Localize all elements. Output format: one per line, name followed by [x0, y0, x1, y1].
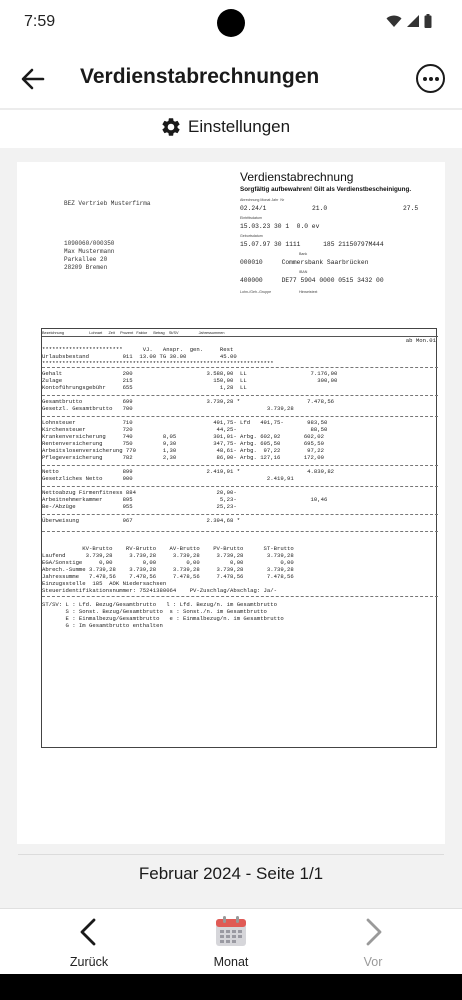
table-row: G : Im Gesamtbrutto enthalten: [42, 622, 163, 629]
nav-back-button[interactable]: [14, 909, 164, 975]
table-row: Abrech.-Summe 3.739,28 3.739,28 3.739,28 3.739,28 3.739,28: [42, 566, 294, 573]
table-row: Netto 899 2.419,91 * 4.839,82: [42, 468, 335, 475]
table-separator: [42, 486, 438, 487]
signal-icon: [406, 14, 420, 28]
iban-label: IBAN: [299, 270, 308, 274]
table-separator: [42, 596, 438, 597]
nav-next-button[interactable]: [298, 909, 448, 975]
table-row: ST/SV: L : Lfd. Bezug/Gesamtbrutto l : Lfd. Bezug/n. im Gesamtbrutto: [42, 601, 277, 608]
system-nav-bar: [0, 974, 462, 1000]
page-title: Verdienstabrechnungen: [80, 65, 320, 88]
wifi-icon: [386, 14, 402, 28]
employee-street: Parkallee 20: [64, 256, 108, 263]
table-row: E : Einmalbezug/Gesamtbrutto e : Einmalbezug/n. im Gesamtbrutto: [42, 615, 284, 622]
nav-next-label: Vor: [363, 955, 383, 969]
gear-icon: [160, 116, 182, 138]
period-value: 02.24/1: [240, 205, 267, 212]
doc-header-subtitle: Sorgfältig aufbewahren! Gilt als Verdienstbescheinigung.: [240, 186, 412, 193]
settings-label: Einstellungen: [188, 117, 291, 136]
settings-button[interactable]: [160, 116, 290, 138]
table-row: Lohnsteuer 710 491,75- Lfd 491,75- 983,50: [42, 419, 328, 426]
table-row: EGA/Sonstige 0,00 0,00 0,00 0,00 0,00: [42, 559, 294, 566]
table-row: KV-Brutto RV-Brutto AV-Brutto PV-Brutto ST-Brutto: [42, 545, 294, 552]
table-row: Überweisung 967 2.394,68 *: [42, 517, 241, 524]
lohn-caption: Lohn-/Geh.-Gruppe: [240, 290, 272, 294]
bank-value: 000010 Commersbank Saarbrücken: [240, 259, 369, 266]
table-row: Rentenversicherung 750 9,30 347,75- Arbg. 695,50 695,50: [42, 440, 324, 447]
system-icons: [386, 14, 432, 28]
lohn-hint: Hinweistext: [299, 290, 318, 294]
nav-month-button[interactable]: [156, 909, 306, 975]
table-row: Nettoabzug Firmenfitness 884 20,00-: [42, 489, 237, 496]
table-row: Pflegeversicherung 782 2,30 86,00- Arbg. 127,16 172,00: [42, 454, 324, 461]
vacation-value: 27.5: [403, 205, 419, 212]
battery-icon: [424, 14, 432, 28]
employee-city: 28209 Bremen: [64, 264, 108, 271]
arrow-left-icon[interactable]: [18, 64, 48, 94]
company-name: BEZ Vertrieb Musterfirma: [64, 200, 151, 207]
table-row: Gesetzl. Gesamtbrutto 700 3.739,28: [42, 405, 294, 412]
employee-name: Max Mustermann: [64, 248, 115, 255]
employee-number: 1090060/000350: [64, 240, 115, 247]
entry-caption: Eintrittsdatum: [240, 216, 262, 220]
table-separator: [42, 465, 438, 466]
doc-header-title: Verdienstabrechnung: [240, 170, 354, 184]
birth-caption: Geburtsdatum: [240, 234, 263, 238]
table-row: Gehalt 200 3.588,00 LL 7.176,00: [42, 370, 338, 377]
appbar-divider: [0, 108, 462, 110]
table-row: Jahressumme 7.478,56 7.478,56 7.478,56 7.478,56 7.478,56: [42, 573, 294, 580]
table-row: Arbeitslosenversicherung 770 1,30 48,61- Arbg. 97,22 97,22: [42, 447, 324, 454]
table-separator: [42, 395, 438, 396]
payslip-page: [17, 162, 445, 844]
table-separator: [42, 514, 438, 515]
calendar-icon: [215, 915, 247, 947]
table-separator: [42, 416, 438, 417]
table-header: Bezeichnung Lohnart Zeit Prozent Faktor Betrag St/SV Jahressummen: [42, 331, 225, 335]
table-row: Kirchensteuer 720 44,25- 88,50: [42, 426, 328, 433]
more-horizontal-icon[interactable]: [416, 64, 445, 93]
camera-cutout: [217, 9, 245, 37]
table-header-right: ab Mon.01: [405, 337, 436, 344]
nav-month-label: Monat: [213, 955, 249, 969]
entry-value: 15.03.23 30 1 0.0 ev: [240, 223, 320, 230]
status-time: 7:59: [24, 13, 56, 30]
bank-label: Bank: [299, 252, 308, 256]
nav-back-label: Zurück: [69, 955, 109, 969]
iban-value: 400000 DE77 5904 0000 0515 3432 00: [240, 277, 384, 284]
period-caption: Abrechnung Monat Jahr Nr: [240, 198, 285, 202]
page-label: Februar 2024 - Seite 1/1: [138, 864, 324, 883]
birth-value: 15.07.97 30 1111 185 21150797M444: [240, 241, 384, 248]
chevron-right-icon: [362, 917, 386, 947]
table-separator: [42, 531, 438, 532]
table-row: Krankenversicherung 740 8,05 301,01- Arbg. 602,02 602,02: [42, 433, 324, 440]
bottom-nav: [0, 908, 462, 974]
document-viewer[interactable]: [0, 148, 462, 908]
table-row: S : Sonst. Bezug/Gesamtbrutto s : Sonst./n. im Gesamtbrutto: [42, 608, 267, 615]
table-row: Gesetzliches Netto 900 2.419,91: [42, 475, 294, 482]
app-bar: [0, 50, 462, 108]
payslip-table: [41, 328, 437, 748]
page-footer: [0, 848, 462, 906]
table-separator: [42, 367, 438, 368]
table-row: *********************************************************************: [42, 360, 274, 367]
table-row: Kontoführungsgebühr 655 1,28 LL: [42, 384, 247, 391]
table-row: Urlaubsbestand 011 13.00 TG 30.00 45.00: [42, 353, 237, 360]
table-row: ************************ VJ. Anspr. gen. Rest: [42, 346, 234, 353]
table-row: Arbeitnehmerkammer 895 5,23- 10,46: [42, 496, 328, 503]
table-row: Zulage 215 150,00 LL 300,00: [42, 377, 338, 384]
table-row: Gesamtbrutto 699 3.739,28 * 7.478,56: [42, 398, 335, 405]
table-row: Einzugsstelle 185 AOK Niedersachsen: [42, 580, 167, 587]
table-row: Steueridentifikationsnummer: 75241380064 PV-Zuschlag/Abschlag: Ja/-: [42, 587, 277, 594]
table-row: Be-/Abzüge 955 25,23-: [42, 503, 237, 510]
table-row: Laufend 3.739,28 3.739,28 3.739,28 3.739,28 3.739,28: [42, 552, 294, 559]
status-bar: [0, 0, 462, 46]
hours-value: 21.0: [312, 205, 328, 212]
chevron-left-icon: [76, 917, 100, 947]
